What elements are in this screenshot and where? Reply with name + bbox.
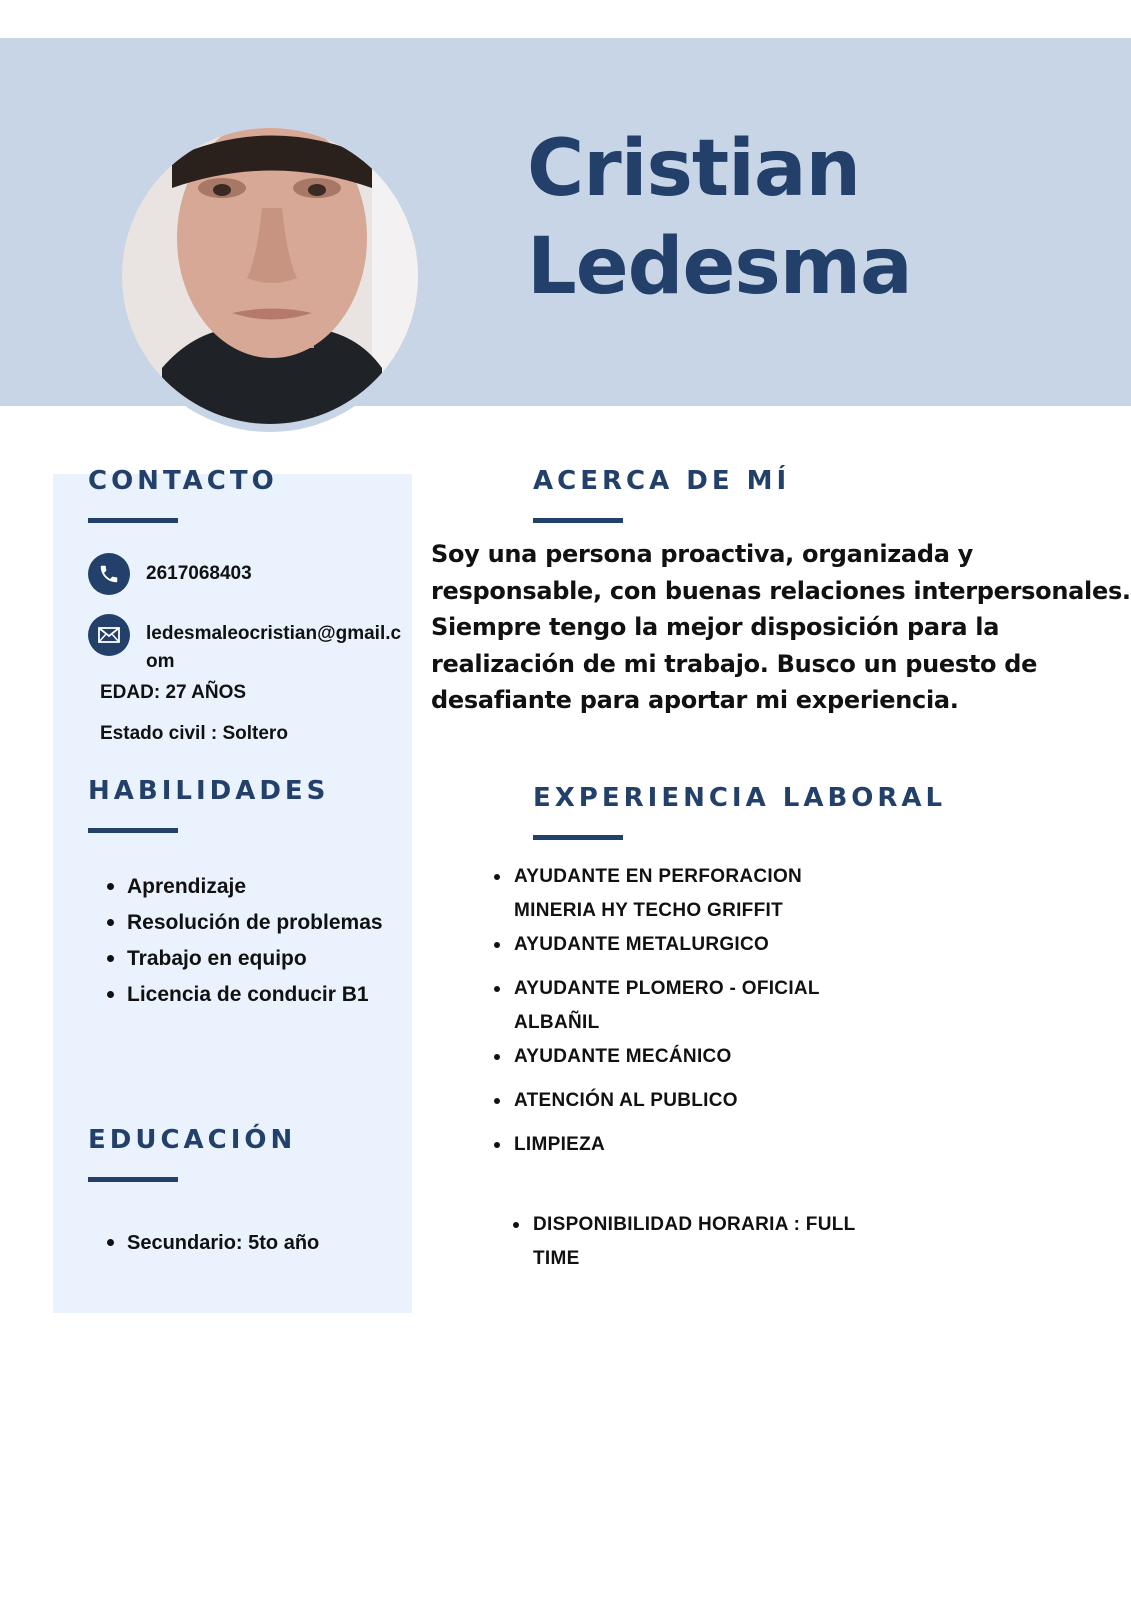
age: EDAD: 27 AÑOS (100, 682, 247, 703)
education-list (105, 1228, 405, 1258)
education-title: EDUCACIÓN (88, 1125, 297, 1155)
skills-list (105, 872, 405, 1016)
civil-status: Estado civil : Soltero (100, 723, 288, 744)
skills-title: HABILIDADES (88, 776, 330, 806)
skills-rule (88, 828, 178, 833)
email-address: ledesmaleocristian@gmail.com (146, 623, 402, 672)
profile-photo (122, 128, 418, 424)
list-item: Licencia de conducir B1 (105, 980, 405, 1016)
experience-rule (533, 835, 623, 840)
list-item: AYUDANTE MECÁNICO (492, 1040, 852, 1074)
about-text: Soy una persona proactiva, organizada y responsable, con buenas relaciones interpersonales. Siempre tengo la mejor disposición para la realización de mi trabajo. Busco un puesto de desafiante para aportar mi experiencia. (431, 540, 1131, 714)
list-item: AYUDANTE METALURGICO (492, 928, 852, 962)
availability: DISPONIBILIDAD HORARIA : FULL TIME (511, 1208, 881, 1276)
list-item: LIMPIEZA (492, 1128, 852, 1162)
experience-list (492, 860, 852, 1162)
education-rule (88, 1177, 178, 1182)
experience-title: EXPERIENCIA LABORAL (533, 783, 947, 813)
mail-icon (88, 614, 130, 656)
list-item: Trabajo en equipo (105, 944, 405, 980)
list-item: AYUDANTE EN PERFORACION MINERIA HY TECHO GRIFFIT (492, 860, 852, 928)
contact-rule (88, 518, 178, 523)
full-name (527, 120, 912, 316)
list-item: AYUDANTE PLOMERO - OFICIAL ALBAÑIL (492, 972, 852, 1040)
list-item: Aprendizaje (105, 872, 405, 908)
first-name: Cristian (527, 124, 861, 214)
list-item: Resolución de problemas (105, 908, 405, 944)
about-title: ACERCA DE MÍ (533, 466, 791, 496)
availability-list (511, 1208, 881, 1276)
last-name: Ledesma (527, 222, 912, 312)
phone-number: 2617068403 (146, 563, 252, 584)
about-rule (533, 518, 623, 523)
contact-title: CONTACTO (88, 466, 278, 496)
list-item: ATENCIÓN AL PUBLICO (492, 1084, 852, 1118)
list-item: Secundario: 5to año (105, 1228, 405, 1258)
phone-icon (88, 553, 130, 595)
